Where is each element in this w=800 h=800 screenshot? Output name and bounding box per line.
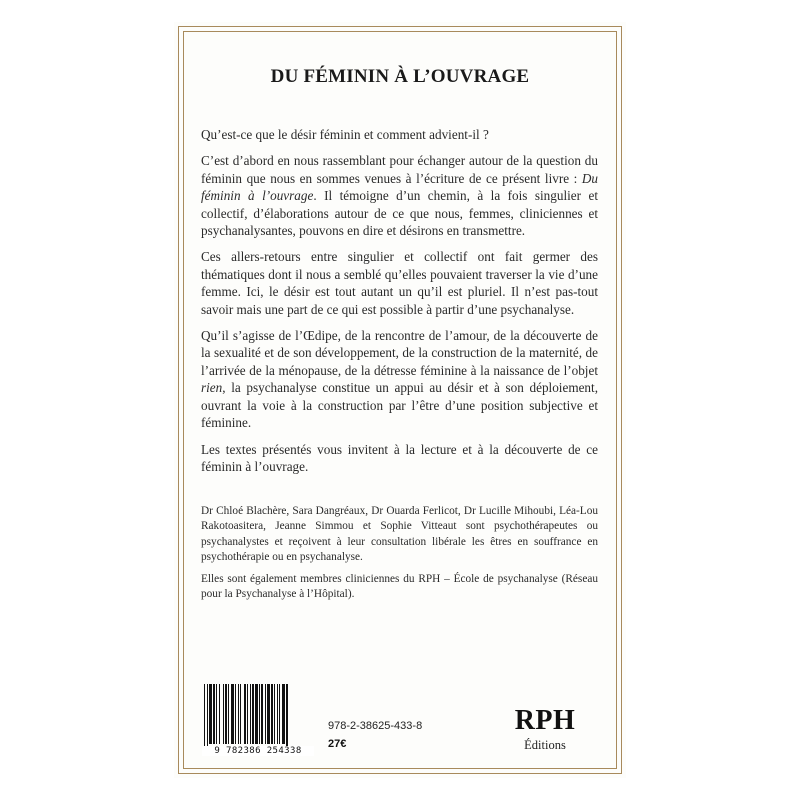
price: 27€ [328, 738, 347, 750]
barcode-digits: 9 782386 254338 [202, 746, 314, 756]
book-title: DU FÉMININ À L’OUVRAGE [270, 66, 530, 87]
authors-paragraph-1: Dr Chloé Blachère, Sara Dangréaux, Dr Ouarda Ferlicot, Dr Lucille Mihoubi, Léa-Lou Rakotoasitera, Jeanne Simmou et Sophie Vitteaut sont psychothérapeutes ou psychanalystes et reçoivent à leur consultation libérale les êtres en souffrance en psychothérapie ou en psychanalyse. [201, 505, 598, 564]
barcode [202, 684, 314, 762]
blurb-paragraph-5: Les textes présentés vous invitent à la lecture et à la découverte de ce féminin à l’ouvrage. [201, 441, 598, 474]
blurb-paragraph-2: C’est d’abord en nous rassemblant pour échanger autour de la question du féminin que nous en sommes venues à l’écriture de ce présent livre : Du féminin à l’ouvrage. Il témoigne d’un chemin, à la fois singulier et collectif, d’élaborations autour de ce que nous, femmes, cliniciennes et psychanalysantes, pouvons en dire et désirons en transmettre. [201, 153, 599, 239]
book-back-cover [174, 22, 626, 778]
italic-word-rien: rien [201, 380, 223, 396]
authors-paragraph-2: Elles sont également membres cliniciennes du RPH – École de psychanalyse (Réseau pour la Psychanalyse à l’Hôpital). [201, 572, 598, 601]
book-title-italic: Du féminin à l’ouvrage [201, 170, 598, 204]
publisher-subtitle: Éditions [524, 738, 566, 752]
publisher-logo-text: RPH [514, 705, 576, 736]
blurb [201, 126, 598, 484]
blurb-paragraph-4: Qu’il s’agisse de l’Œdipe, de la rencontre de l’amour, de la découverte de la sexualité et de son développement, de la construction de la maternité, de l’arrivée de la ménopause, de la détresse féminine à la naissance de l’objet rien, la psychanalyse constitue un appui au désir et à son déploiement, ouvrant la voie à la construction par l’être d’une position subjective et féminine. [201, 328, 598, 431]
blurb-paragraph-1: Qu’est-ce que le désir féminin et comment advient-il ? [201, 127, 489, 142]
authors-bio [201, 504, 598, 608]
publisher-logo [510, 706, 580, 752]
barcode-bars [202, 684, 314, 748]
blurb-paragraph-3: Ces allers-retours entre singulier et collectif ont fait germer des thématiques dont il nous a semblé qu’elles pouvaient traverser la vie d’une femme. Ici, le désir est tout autant un qu’il est pluriel. Il n’est pas-tout savoir mais une part de ce qui est possible à partir d’une psychanalyse. [201, 249, 598, 317]
isbn: 978-2-38625-433-8 [328, 720, 423, 732]
